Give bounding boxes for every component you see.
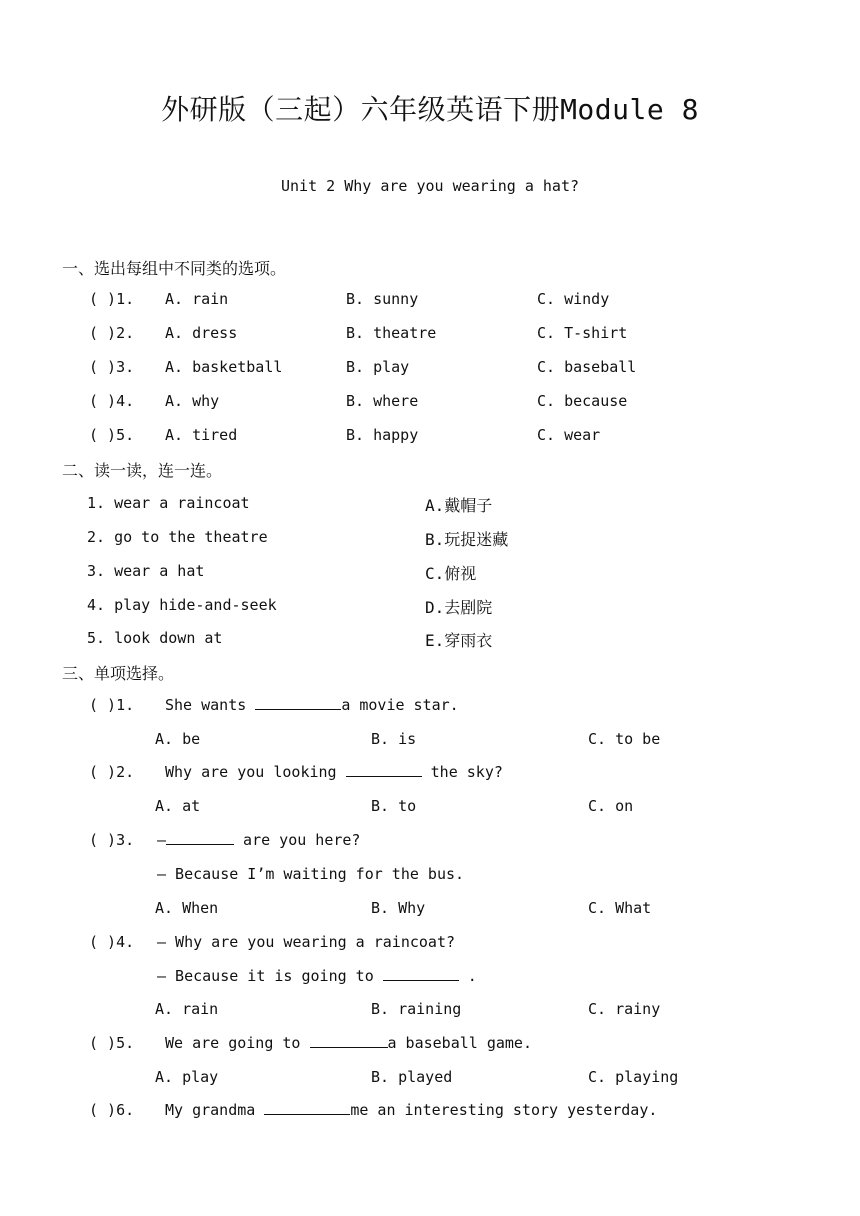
answer-blank[interactable] bbox=[346, 775, 422, 777]
option-b: B. happy bbox=[346, 426, 419, 444]
stem-text: We are going to bbox=[165, 1034, 310, 1052]
answer-bracket[interactable]: ( )3. bbox=[89, 831, 135, 849]
match-right-item[interactable]: A.戴帽子 bbox=[425, 496, 493, 515]
answer-bracket[interactable]: ( )5. bbox=[89, 426, 135, 444]
option-c: C. baseball bbox=[537, 358, 637, 376]
match-right-item[interactable]: B.玩捉迷藏 bbox=[425, 530, 509, 549]
answer-blank[interactable] bbox=[310, 1046, 388, 1048]
stem-text: She wants bbox=[165, 696, 256, 714]
option-a: A. at bbox=[155, 797, 201, 815]
option-a: A. When bbox=[155, 899, 219, 917]
option-c: C. What bbox=[588, 899, 652, 917]
stem-text: — bbox=[157, 831, 167, 849]
section3-heading: 三、单项选择。 bbox=[62, 664, 175, 683]
option-c: C. windy bbox=[537, 290, 610, 308]
answer-bracket[interactable]: ( )3. bbox=[89, 358, 135, 376]
option-c: C. because bbox=[537, 392, 628, 410]
question-line: — Why are you wearing a raincoat? bbox=[157, 933, 456, 951]
option-a: A. dress bbox=[165, 324, 238, 342]
stem-text: a movie star. bbox=[341, 696, 459, 714]
option-a: A. why bbox=[165, 392, 220, 410]
question-stem bbox=[157, 967, 477, 985]
answer-blank[interactable] bbox=[255, 708, 341, 710]
stem-text: My grandma bbox=[165, 1101, 265, 1119]
match-right-item[interactable]: D.去剧院 bbox=[425, 598, 493, 617]
stem-text: Why are you looking bbox=[165, 763, 346, 781]
question-stem bbox=[165, 1101, 657, 1119]
section1-heading: 一、选出每组中不同类的选项。 bbox=[62, 259, 287, 278]
match-left-item[interactable]: 1. wear a raincoat bbox=[87, 494, 250, 512]
option-b: B. sunny bbox=[346, 290, 419, 308]
option-b: B. played bbox=[371, 1068, 453, 1086]
match-left-item[interactable]: 2. go to the theatre bbox=[87, 528, 268, 546]
option-a: A. tired bbox=[165, 426, 238, 444]
option-b: B. where bbox=[346, 392, 419, 410]
match-right-item[interactable]: C.俯视 bbox=[425, 564, 477, 583]
match-left-item[interactable]: 4. play hide-and-seek bbox=[87, 596, 277, 614]
question-stem bbox=[165, 763, 503, 781]
stem-text: the sky? bbox=[421, 763, 503, 781]
answer-blank[interactable] bbox=[383, 979, 459, 981]
match-left-item[interactable]: 3. wear a hat bbox=[87, 562, 205, 580]
option-b: B. is bbox=[371, 730, 417, 748]
unit-subtitle: Unit 2 Why are you wearing a hat? bbox=[280, 177, 579, 195]
option-a: A. rain bbox=[155, 1000, 219, 1018]
section2-heading: 二、读一读，连一连。 bbox=[62, 461, 223, 480]
stem-text: are you here? bbox=[234, 831, 361, 849]
option-b: B. play bbox=[346, 358, 410, 376]
option-a: A. rain bbox=[165, 290, 229, 308]
option-c: C. playing bbox=[588, 1068, 679, 1086]
option-c: C. to be bbox=[588, 730, 661, 748]
option-c: C. on bbox=[588, 797, 634, 815]
question-stem bbox=[165, 696, 459, 714]
answer-bracket[interactable]: ( )6. bbox=[89, 1101, 135, 1119]
option-a: A. be bbox=[155, 730, 201, 748]
answer-bracket[interactable]: ( )1. bbox=[89, 696, 135, 714]
option-b: B. to bbox=[371, 797, 417, 815]
option-c: C. wear bbox=[537, 426, 601, 444]
answer-blank[interactable] bbox=[166, 843, 234, 845]
answer-blank[interactable] bbox=[264, 1113, 350, 1115]
option-b: B. raining bbox=[371, 1000, 462, 1018]
question-stem bbox=[165, 1034, 532, 1052]
match-left-item[interactable]: 5. look down at bbox=[87, 629, 223, 647]
option-b: B. theatre bbox=[346, 324, 437, 342]
answer-bracket[interactable]: ( )5. bbox=[89, 1034, 135, 1052]
stem-text: . bbox=[458, 967, 477, 985]
option-a: A. basketball bbox=[165, 358, 283, 376]
match-right-item[interactable]: E.穿雨衣 bbox=[425, 631, 493, 650]
page-title: 外研版（三起）六年级英语下册Module 8 bbox=[161, 93, 699, 126]
option-c: C. T-shirt bbox=[537, 324, 628, 342]
question-line: — Because I’m waiting for the bus. bbox=[157, 865, 465, 883]
question-stem bbox=[157, 831, 360, 849]
stem-text: a baseball game. bbox=[387, 1034, 532, 1052]
stem-text: me an interesting story yesterday. bbox=[350, 1101, 658, 1119]
answer-bracket[interactable]: ( )4. bbox=[89, 933, 135, 951]
option-c: C. rainy bbox=[588, 1000, 661, 1018]
answer-bracket[interactable]: ( )1. bbox=[89, 290, 135, 308]
answer-bracket[interactable]: ( )4. bbox=[89, 392, 135, 410]
answer-bracket[interactable]: ( )2. bbox=[89, 324, 135, 342]
answer-bracket[interactable]: ( )2. bbox=[89, 763, 135, 781]
stem-text: — Because it is going to bbox=[157, 967, 383, 985]
option-a: A. play bbox=[155, 1068, 219, 1086]
option-b: B. Why bbox=[371, 899, 426, 917]
